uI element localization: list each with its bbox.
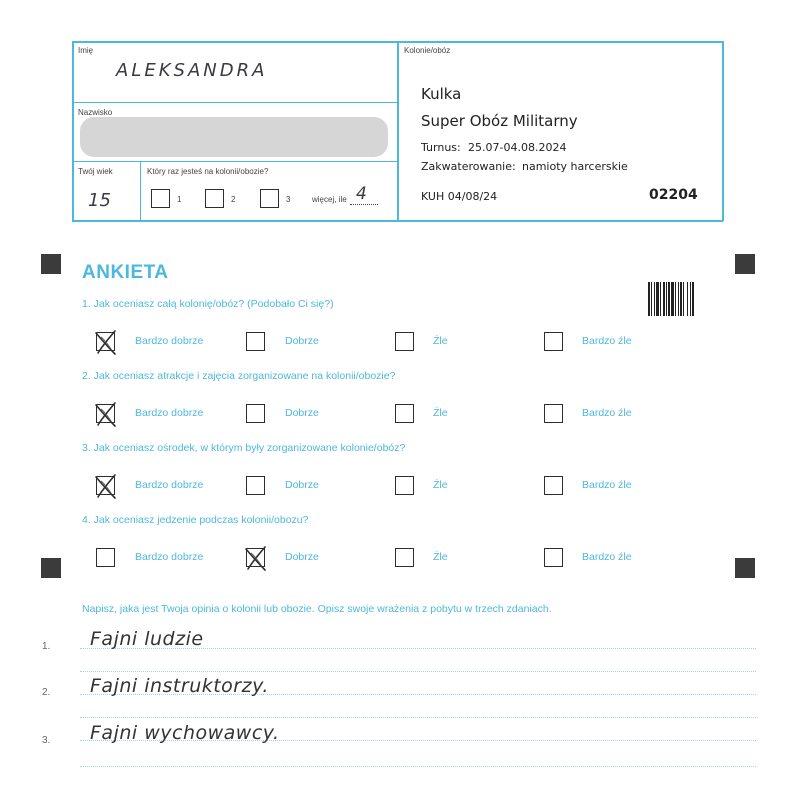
times-option-1: 1 bbox=[177, 195, 182, 204]
form-divider-vertical bbox=[397, 41, 399, 221]
camp-code: KUH 04/08/24 bbox=[421, 190, 498, 203]
q4-option-label: Źle bbox=[433, 551, 448, 563]
name-label: Imię bbox=[78, 46, 94, 55]
form-divider-name bbox=[72, 102, 398, 103]
q1-option-label: Bardzo źle bbox=[582, 335, 632, 347]
question-2-text: 2. Jak oceniasz atrakcje i zajęcia zorganizowane na kolonii/obozie? bbox=[82, 370, 396, 382]
times-option-3: 3 bbox=[286, 195, 291, 204]
camp-label: Kolonie/obóz bbox=[404, 46, 451, 55]
q1-option-label: Bardzo dobrze bbox=[135, 335, 204, 347]
q2-checkbox-bardzo-dobrze[interactable] bbox=[96, 404, 115, 423]
form-border-left bbox=[72, 41, 74, 221]
q1-checkbox-dobrze[interactable] bbox=[246, 332, 265, 351]
question-1-text: 1. Jak oceniasz całą kolonię/obóz? (Podobało Ci się?) bbox=[82, 298, 334, 310]
answer-dotted-line bbox=[80, 671, 756, 672]
surname-redacted bbox=[80, 117, 388, 157]
q4-checkbox-bardzo-dobrze[interactable] bbox=[96, 548, 115, 567]
q3-checkbox-zle[interactable] bbox=[395, 476, 414, 495]
turnus-value: 25.07-04.08.2024 bbox=[468, 141, 567, 154]
q1-option-label: Dobrze bbox=[285, 335, 319, 347]
survey-title: ANKIETA bbox=[82, 262, 169, 283]
q2-option-label: Bardzo dobrze bbox=[135, 407, 204, 419]
accommodation-label: Zakwaterowanie: bbox=[421, 160, 516, 173]
q4-option-label: Dobrze bbox=[285, 551, 319, 563]
q4-checkbox-zle[interactable] bbox=[395, 548, 414, 567]
more-dotted-line bbox=[350, 204, 378, 205]
surname-label: Nazwisko bbox=[78, 108, 113, 117]
q3-option-label: Dobrze bbox=[285, 479, 319, 491]
age-field[interactable]: 15 bbox=[88, 190, 111, 211]
times-label: Który raz jesteś na kolonii/obozie? bbox=[147, 167, 269, 176]
more-label: więcej, ile bbox=[312, 195, 347, 204]
q2-checkbox-dobrze[interactable] bbox=[246, 404, 265, 423]
form-divider-age bbox=[140, 161, 141, 221]
q2-option-label: Bardzo źle bbox=[582, 407, 632, 419]
q3-checkbox-dobrze[interactable] bbox=[246, 476, 265, 495]
times-checkbox-1[interactable] bbox=[151, 189, 170, 208]
answer-3-text[interactable]: Fajni wychowawcy. bbox=[90, 722, 280, 744]
q4-option-label: Bardzo dobrze bbox=[135, 551, 204, 563]
times-option-2: 2 bbox=[231, 195, 236, 204]
registration-marker-bottom-left bbox=[41, 558, 61, 578]
q4-checkbox-bardzo-zle[interactable] bbox=[544, 548, 563, 567]
camp-title: Super Obóz Militarny bbox=[421, 112, 578, 130]
q3-option-label: Bardzo źle bbox=[582, 479, 632, 491]
q3-option-label: Źle bbox=[433, 479, 448, 491]
barcode bbox=[648, 282, 702, 316]
q1-option-label: Źle bbox=[433, 335, 448, 347]
q4-option-label: Bardzo źle bbox=[582, 551, 632, 563]
more-field[interactable]: 4 bbox=[356, 184, 367, 204]
q3-checkbox-bardzo-zle[interactable] bbox=[544, 476, 563, 495]
registration-marker-bottom-right bbox=[735, 558, 755, 578]
camp-name: Kulka bbox=[421, 85, 462, 103]
q2-option-label: Źle bbox=[433, 407, 448, 419]
q4-checkbox-dobrze[interactable] bbox=[246, 548, 265, 567]
answer-2-text[interactable]: Fajni instruktorzy. bbox=[90, 675, 269, 697]
times-checkbox-2[interactable] bbox=[205, 189, 224, 208]
q1-checkbox-bardzo-zle[interactable] bbox=[544, 332, 563, 351]
name-field[interactable]: ALEKSANDRA bbox=[116, 60, 268, 81]
question-4-text: 4. Jak oceniasz jedzenie podczas kolonii/obozu? bbox=[82, 514, 309, 526]
q2-checkbox-bardzo-zle[interactable] bbox=[544, 404, 563, 423]
q2-checkbox-zle[interactable] bbox=[395, 404, 414, 423]
form-border-right bbox=[722, 41, 724, 221]
question-3-text: 3. Jak oceniasz ośrodek, w którym były zorganizowane kolonie/obóz? bbox=[82, 442, 406, 454]
q1-checkbox-zle[interactable] bbox=[395, 332, 414, 351]
q2-option-label: Dobrze bbox=[285, 407, 319, 419]
registration-marker-top-left bbox=[41, 254, 61, 274]
turnus-label: Turnus: bbox=[421, 141, 461, 154]
opinion-prompt: Napisz, jaka jest Twoja opinia o kolonii lub obozie. Opisz swoje wrażenia z pobytu w trzech zdaniach. bbox=[82, 603, 552, 615]
barcode-bar bbox=[692, 282, 694, 316]
q3-option-label: Bardzo dobrze bbox=[135, 479, 204, 491]
form-divider-surname bbox=[72, 161, 398, 162]
answer-dotted-line bbox=[80, 766, 756, 767]
q3-checkbox-bardzo-dobrze[interactable] bbox=[96, 476, 115, 495]
registration-marker-top-right bbox=[735, 254, 755, 274]
accommodation-value: namioty harcerskie bbox=[522, 160, 628, 173]
times-checkbox-3[interactable] bbox=[260, 189, 279, 208]
answer-1-text[interactable]: Fajni ludzie bbox=[90, 628, 204, 650]
answer-1-number: 1. bbox=[42, 641, 51, 652]
answer-dotted-line bbox=[80, 717, 756, 718]
age-label: Twój wiek bbox=[78, 167, 113, 176]
answer-2-number: 2. bbox=[42, 687, 51, 698]
answer-3-number: 3. bbox=[42, 735, 51, 746]
form-number: 02204 bbox=[649, 187, 698, 203]
q1-checkbox-bardzo-dobrze[interactable] bbox=[96, 332, 115, 351]
